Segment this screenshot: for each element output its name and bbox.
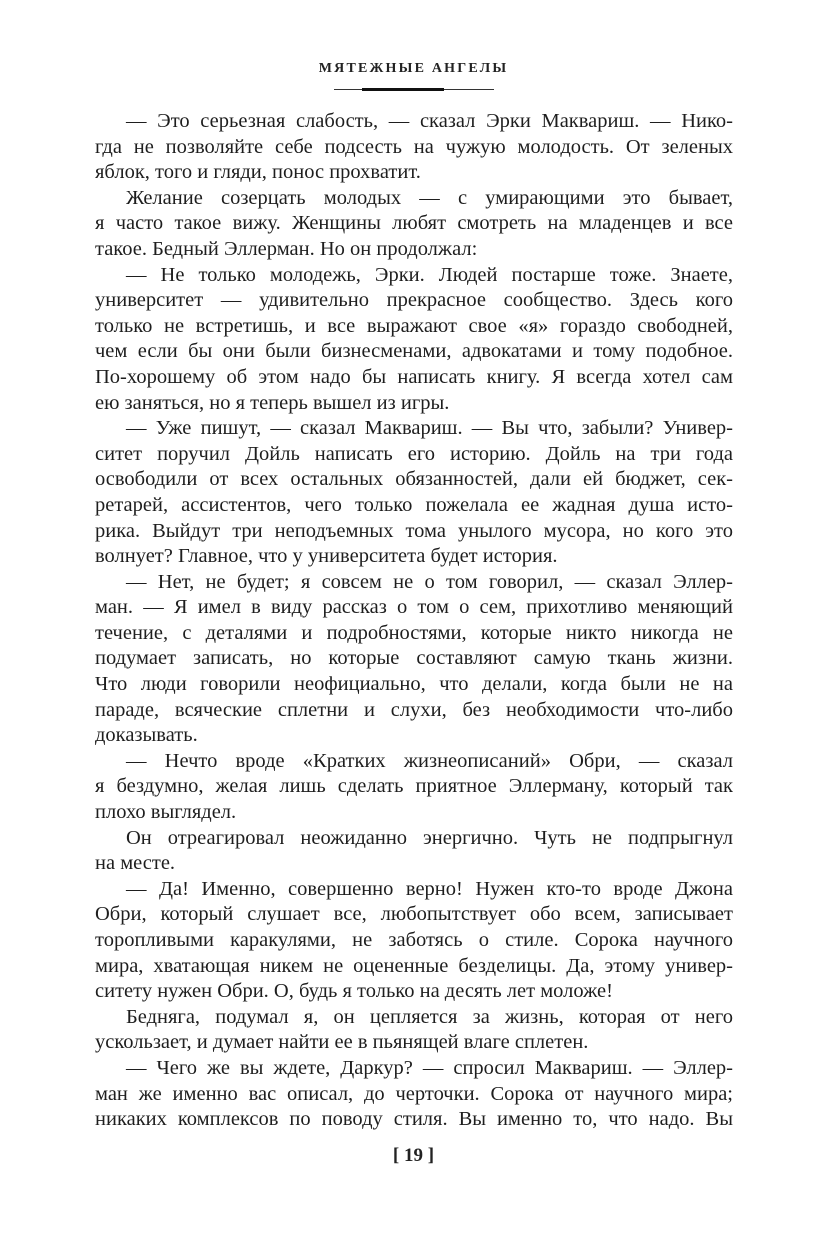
text-line: — Нечто вроде «Кратких жизнеописаний» Обри, — сказал: [126, 749, 733, 772]
text-line: — Чего же вы ждете, Даркур? — спросил Маквариш. — Эллер-: [126, 1056, 733, 1079]
paragraph: [95, 1005, 733, 1056]
body-text: [95, 109, 733, 1133]
paragraph: [95, 109, 733, 186]
paragraph: [95, 749, 733, 826]
text-line: торопливыми каракулями, не заботясь о стиле. Сорока научного: [95, 929, 733, 951]
text-line: течение, с деталями и подробностями, которые никто никогда не: [95, 621, 733, 644]
text-line: — Нет, не будет; я совсем не о том говорил, — сказал Эллер-: [126, 570, 733, 593]
text-line: По-хорошему об этом надо бы написать книгу. Я всегда хотел сам: [95, 365, 733, 388]
text-line: параде, всяческие сплетни и слухи, без необходимости что-либо: [95, 698, 733, 721]
text-line: ман. — Я имел в виду рассказ о том о сем, прихотливо меняющий: [95, 596, 733, 619]
running-head: МЯТЕЖНЫЕ АНГЕЛЫ: [318, 61, 509, 76]
text-line: рика. Выйдут три неподъемных тома унылого мусора, но кого это: [95, 519, 733, 542]
paragraph: [95, 416, 733, 570]
text-line: — Это серьезная слабость, — сказал Эрки Маквариш. — Нико-: [126, 110, 733, 132]
text-line: ускользает, и думает найти ее в пьянящей влаге сплетен.: [95, 1031, 589, 1054]
text-line: подумает записать, но которые составляют самую ткань жизни.: [95, 647, 733, 670]
text-line: ситету нужен Обри. О, будь я только на десять лет моложе!: [95, 980, 613, 1003]
page-number: [ 19 ]: [392, 1145, 435, 1166]
text-line: — Не только молодежь, Эрки. Людей постарше тоже. Знаете,: [126, 263, 733, 286]
text-line: — Уже пишут, — сказал Маквариш. — Вы что, забыли? Универ-: [126, 417, 733, 440]
paragraph: [95, 826, 733, 877]
text-line: ситет поручил Дойль написать его историю. Дойль на три года: [95, 442, 733, 465]
text-line: ретарей, ассистентов, чего только пожелала ее жадная душа исто-: [95, 493, 733, 516]
text-line: мира, хватающая никем не оцененные безделицы. Да, этому универ-: [95, 954, 733, 977]
text-line: я часто такое вижу. Женщины любят смотреть на младенцев и все: [95, 212, 733, 235]
text-line: ею заняться, но я теперь вышел из игры.: [95, 391, 450, 414]
text-line: Что люди говорили неофициально, что делали, когда были не на: [95, 673, 733, 696]
text-line: чем если бы они были бизнесменами, адвокатами и тому подобное.: [95, 340, 733, 363]
header-rule-accent: [362, 88, 444, 91]
text-line: никаких комплексов по поводу стиля. Вы именно то, что надо. Вы: [95, 1108, 733, 1131]
text-line: — Да! Именно, совершенно верно! Нужен кто-то вроде Джона: [126, 877, 733, 900]
text-line: такое. Бедный Эллерман. Но он продолжал:: [95, 237, 478, 260]
text-line: освободили от всех остальных обязанностей, дали ей бюджет, сек-: [95, 468, 733, 491]
paragraph: [95, 263, 733, 417]
text-line: Бедняга, подумал я, он цепляется за жизнь, которая от него: [126, 1005, 733, 1028]
text-line: доказывать.: [95, 724, 198, 747]
text-line: плохо выглядел.: [95, 801, 237, 824]
text-line: яблок, того и гляди, понос прохватит.: [95, 161, 421, 184]
paragraph: [95, 1056, 733, 1133]
text-line: Обри, который слушает все, любопытствует обо всем, записывает: [95, 903, 733, 926]
text-line: только не встретишь, и все выражают свое «я» гораздо свободней,: [95, 314, 733, 337]
text-line: на месте.: [95, 852, 176, 875]
text-line: университет — удивительно прекрасное сообщество. Здесь кого: [95, 289, 733, 312]
paragraph: [95, 570, 733, 749]
paragraph: [95, 186, 733, 263]
text-line: Он отреагировал неожиданно энергично. Чуть не подпрыгнул: [126, 826, 733, 849]
text-line: гда не позволяйте себе подсесть на чужую молодость. От зеленых: [95, 135, 733, 158]
text-line: волнует? Главное, что у университета будет история.: [95, 545, 558, 568]
text-line: я бездумно, желая лишь сделать приятное Эллерману, который так: [95, 775, 733, 798]
paragraph: [95, 877, 733, 1005]
text-line: Желание созерцать молодых — с умирающими это бывает,: [126, 186, 733, 209]
text-line: ман же именно вас описал, до черточки. Сорока от научного мира;: [95, 1082, 733, 1105]
